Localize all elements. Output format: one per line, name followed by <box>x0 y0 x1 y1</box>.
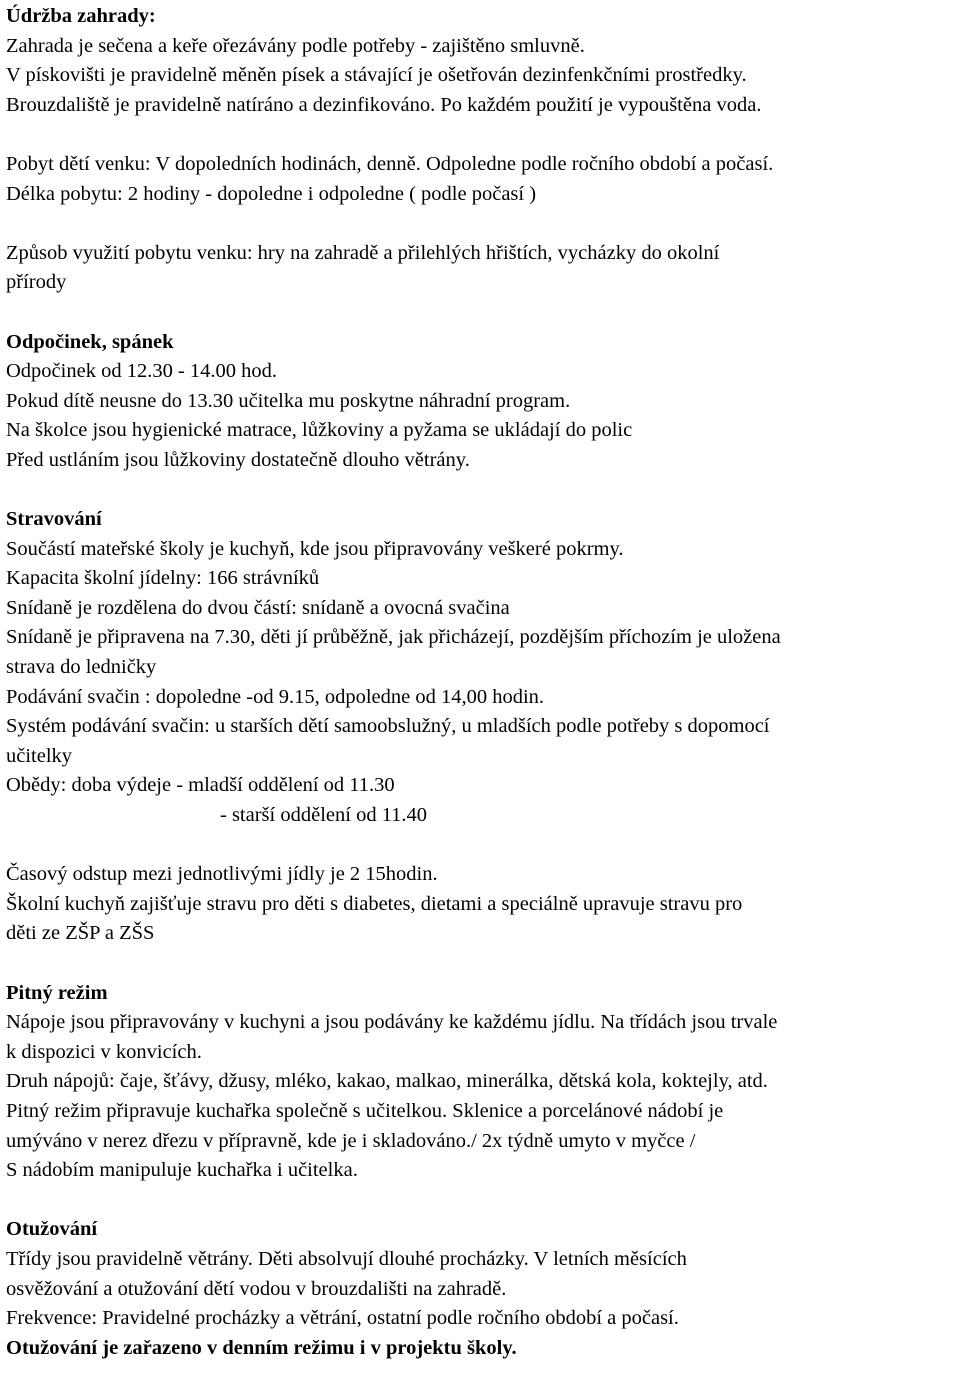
paragraph-line: Frekvence: Pravidelné procházky a větrání, ostatní podle ročního období a počasí. <box>6 1307 679 1330</box>
paragraph-line: Brouzdaliště je pravidelně natíráno a dezinfikováno. Po každém použití je vypouštěna voda. <box>6 93 762 116</box>
paragraph-line: Podávání svačin : dopoledne -od 9.15, odpoledne od 14,00 hodin. <box>6 685 545 708</box>
spacer <box>6 831 956 861</box>
paragraph-line: Systém podávání svačin: u starších dětí samoobslužný, u mladších podle potřeby s dopomocí <box>6 715 770 738</box>
paragraph-line: umýváno v nerez dřezu v přípravně, kde je i skladováno./ 2x týdně umyto v myčce / <box>6 1129 696 1152</box>
paragraph-line: Časový odstup mezi jednotlivými jídly je 2 15hodin. <box>6 863 438 886</box>
section-heading-pitny-rezim: Pitný režim <box>6 981 108 1004</box>
section-heading-otuzovani: Otužování <box>6 1218 98 1241</box>
spacer <box>6 120 956 150</box>
paragraph-line: Školní kuchyň zajišťuje stravu pro děti s diabetes, dietami a speciálně upravuje stravu pro <box>6 892 743 915</box>
paragraph-line: - starší oddělení od 11.40 <box>220 804 428 827</box>
section-heading-udrzba: Údržba zahrady: <box>6 5 156 27</box>
paragraph-line: Kapacita školní jídelny: 166 strávníků <box>6 567 320 590</box>
spacer <box>6 298 956 328</box>
paragraph-line: Obědy: doba výdeje - mladší oddělení od 11.30 <box>6 774 395 797</box>
spacer <box>6 949 956 979</box>
paragraph-line: osvěžování a otužování dětí vodou v brouzdališti na zahradě. <box>6 1277 507 1300</box>
paragraph-line: Nápoje jsou připravovány v kuchyni a jsou podávány ke každému jídlu. Na třídách jsou trvale <box>6 1011 778 1034</box>
paragraph-line: k dispozici v konvicích. <box>6 1040 202 1063</box>
paragraph-line: Snídaně je rozdělena do dvou částí: snídaně a ovocná svačina <box>6 596 510 619</box>
paragraph-line: Druh nápojů: čaje, šťávy, džusy, mléko, kakao, malkao, minerálka, dětská kola, koktejly, atd. <box>6 1070 768 1093</box>
paragraph-line: Třídy jsou pravidelně větrány. Děti absolvují dlouhé procházky. V letních měsících <box>6 1247 687 1270</box>
paragraph-line: Odpočinek od 12.30 - 14.00 hod. <box>6 360 278 383</box>
paragraph-line: Na školce jsou hygienické matrace, lůžkoviny a pyžama se ukládají do polic <box>6 419 633 442</box>
spacer <box>6 209 956 239</box>
paragraph-line: Snídaně je připravena na 7.30, děti jí průběžně, jak přicházejí, pozdějším příchozím je uložena <box>6 626 781 649</box>
paragraph-line: přírody <box>6 271 67 294</box>
paragraph-line: Zahrada je sečena a keře ořezávány podle potřeby - zajištěno smluvně. <box>6 34 585 57</box>
section-heading-stravovani: Stravování <box>6 508 102 531</box>
paragraph-line: Délka pobytu: 2 hodiny - dopoledne i odpoledne ( podle počasí ) <box>6 182 537 205</box>
paragraph-line: strava do ledničky <box>6 656 157 679</box>
spacer <box>6 1186 956 1216</box>
paragraph-line: V pískovišti je pravidelně měněn písek a stávající je ošetřován dezinfenkčními prostředky. <box>6 64 747 87</box>
document-page <box>6 2 956 1363</box>
paragraph-line: Pitný režim připravuje kuchařka společně s učitelkou. Sklenice a porcelánové nádobí je <box>6 1099 724 1122</box>
spacer <box>6 476 956 506</box>
paragraph-line: Způsob využití pobytu venku: hry na zahradě a přilehlých hřištích, vycházky do okolní <box>6 241 720 264</box>
section-heading-odpocinek: Odpočinek, spánek <box>6 330 174 353</box>
paragraph-line: Součástí mateřské školy je kuchyň, kde jsou připravovány veškeré pokrmy. <box>6 537 624 560</box>
paragraph-line: učitelky <box>6 744 73 767</box>
paragraph-line: S nádobím manipuluje kuchařka i učitelka. <box>6 1159 358 1182</box>
paragraph-line: Pokud dítě neusne do 13.30 učitelka mu poskytne náhradní program. <box>6 389 571 412</box>
paragraph-line: Před ustláním jsou lůžkoviny dostatečně dlouho větrány. <box>6 448 470 471</box>
paragraph-line: děti ze ZŠP a ZŠS <box>6 922 155 945</box>
closing-statement: Otužování je zařazeno v denním režimu i v projektu školy. <box>6 1336 517 1359</box>
paragraph-line: Pobyt dětí venku: V dopoledních hodinách, denně. Odpoledne podle ročního období a počasí. <box>6 152 774 175</box>
